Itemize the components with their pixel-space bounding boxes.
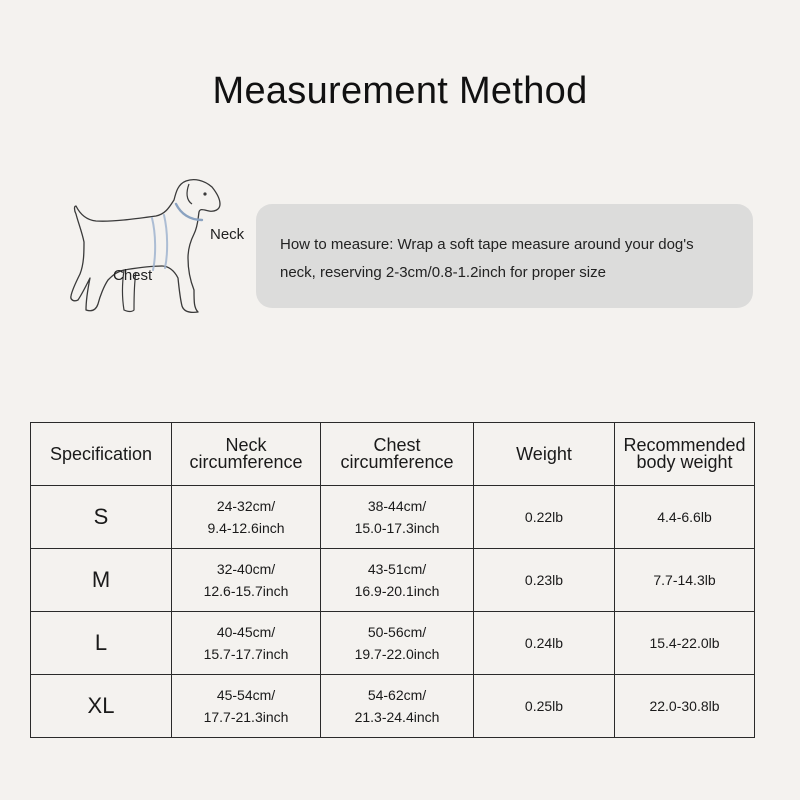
chest-inch: 15.0-17.3inch <box>354 520 440 536</box>
body-weight-cell: 22.0-30.8lb <box>615 675 755 738</box>
chest-label: Chest <box>113 267 153 284</box>
table-row <box>31 612 755 675</box>
body-weight-cell: 7.7-14.3lb <box>615 549 755 612</box>
neck-cm: 32-40cm/ <box>216 561 276 577</box>
size-cell: XL <box>31 675 172 738</box>
table-header-row <box>31 423 755 486</box>
weight-cell: 0.25lb <box>474 675 615 738</box>
chest-cell <box>321 675 474 738</box>
size-cell: S <box>31 486 172 549</box>
neck-inch: 15.7-17.7inch <box>203 646 289 662</box>
how-to-measure-line-1: How to measure: Wrap a soft tape measure around your dog's <box>280 236 694 253</box>
neck-cm: 24-32cm/ <box>216 498 276 514</box>
header-line: circumference <box>340 452 454 472</box>
size-cell: L <box>31 612 172 675</box>
header-line: body weight <box>636 452 733 472</box>
chest-inch: 16.9-20.1inch <box>354 583 440 599</box>
neck-cell <box>172 612 321 675</box>
body-weight-cell: 4.4-6.6lb <box>615 486 755 549</box>
header-line: Neck <box>225 435 267 455</box>
how-to-measure-line-2: neck, reserving 2-3cm/0.8-1.2inch for proper size <box>280 264 606 281</box>
chest-cell <box>321 486 474 549</box>
neck-cell <box>172 486 321 549</box>
weight-cell: 0.24lb <box>474 612 615 675</box>
neck-cell <box>172 675 321 738</box>
neck-cm: 40-45cm/ <box>216 624 276 640</box>
table-row <box>31 549 755 612</box>
neck-inch: 12.6-15.7inch <box>203 583 289 599</box>
dog-silhouette-icon <box>64 170 254 320</box>
weight-cell: 0.23lb <box>474 549 615 612</box>
neck-inch: 9.4-12.6inch <box>207 520 285 536</box>
chest-cm: 54-62cm/ <box>367 687 427 703</box>
dog-outline-illustration <box>64 170 254 320</box>
size-chart-table <box>30 422 755 738</box>
header-line: Chest <box>373 435 421 455</box>
header-specification <box>31 423 172 486</box>
chest-inch: 21.3-24.4inch <box>354 709 440 725</box>
chest-cell <box>321 612 474 675</box>
chest-cell <box>321 549 474 612</box>
header-line: Recommended <box>623 435 746 455</box>
header-chest-circumference <box>321 423 474 486</box>
header-neck-circumference <box>172 423 321 486</box>
page-title: Measurement Method <box>212 70 588 112</box>
header-weight <box>474 423 615 486</box>
weight-cell: 0.22lb <box>474 486 615 549</box>
chest-cm: 38-44cm/ <box>367 498 427 514</box>
neck-cm: 45-54cm/ <box>216 687 276 703</box>
header-line: Weight <box>516 443 572 464</box>
how-to-measure-box <box>256 204 753 308</box>
table-row <box>31 675 755 738</box>
body-weight-cell: 15.4-22.0lb <box>615 612 755 675</box>
size-cell: M <box>31 549 172 612</box>
neck-inch: 17.7-21.3inch <box>203 709 289 725</box>
header-line: circumference <box>189 452 303 472</box>
chest-cm: 50-56cm/ <box>367 624 427 640</box>
neck-label: Neck <box>210 226 245 243</box>
chest-inch: 19.7-22.0inch <box>354 646 440 662</box>
neck-cell <box>172 549 321 612</box>
chest-cm: 43-51cm/ <box>367 561 427 577</box>
header-recommended-body-weight <box>615 423 755 486</box>
header-line: Specification <box>49 443 153 464</box>
table-row <box>31 486 755 549</box>
